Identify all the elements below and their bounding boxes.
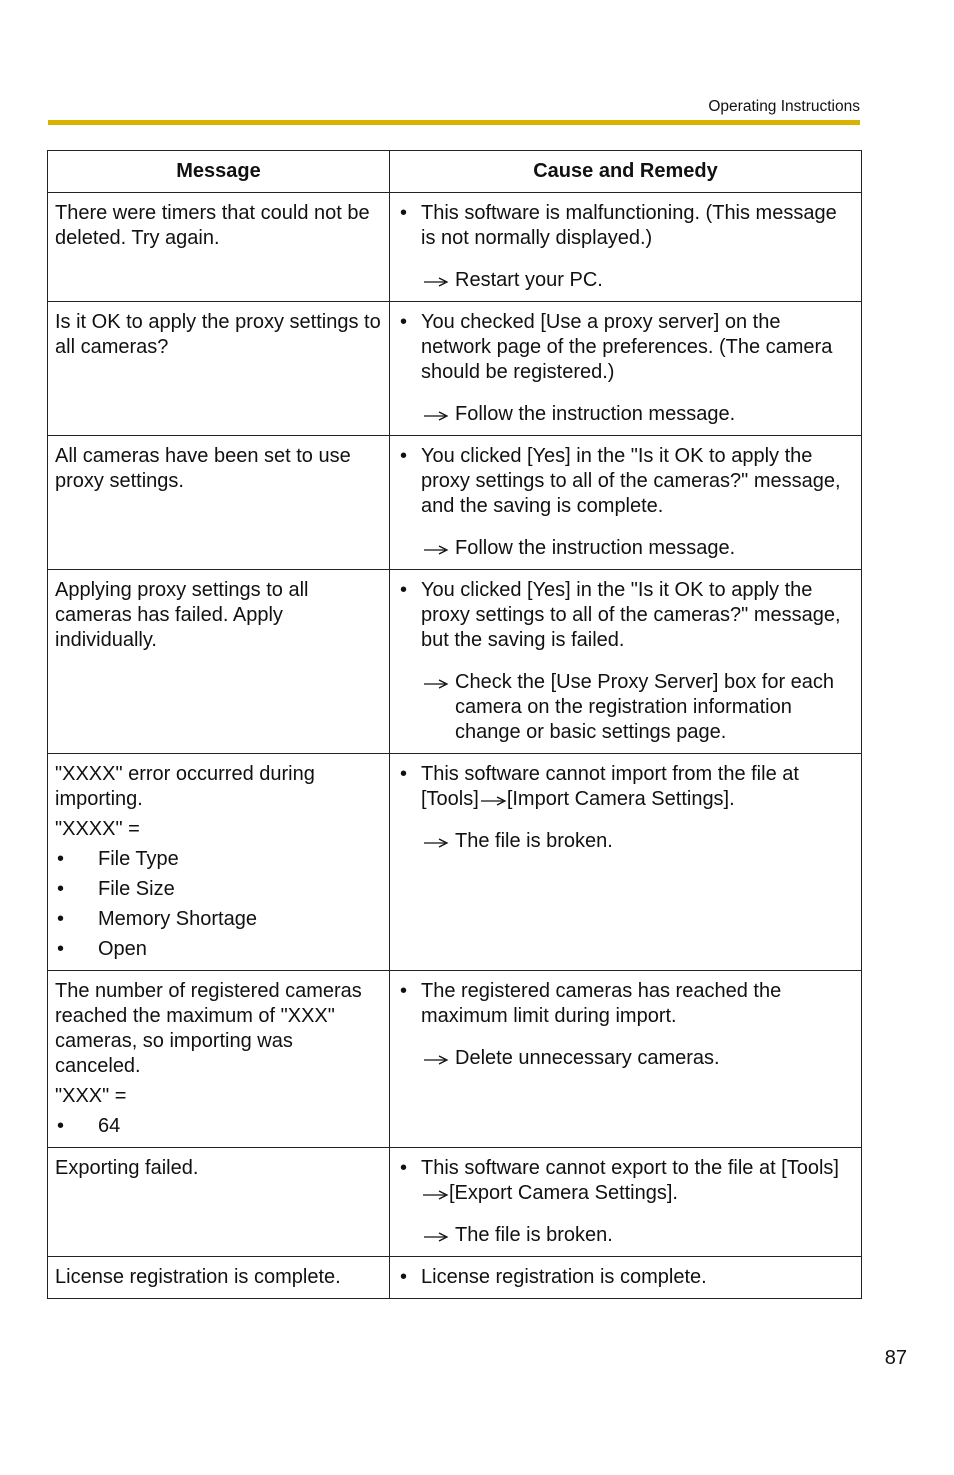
message-cell [48, 436, 390, 570]
table-row [48, 1148, 862, 1257]
cause-cell [390, 193, 862, 302]
message-cell [48, 971, 390, 1148]
bullet-icon: • [57, 908, 65, 930]
message-cell [48, 302, 390, 436]
remedy-text: The file is broken. [455, 830, 613, 852]
list-item-label: File Size [98, 878, 175, 900]
arrow-right-icon [421, 402, 455, 427]
cause-text: This software is malfunctioning. (This message is not normally displayed.) [421, 202, 837, 249]
arrow-right-icon [421, 1046, 455, 1071]
list-item-label: 64 [98, 1115, 121, 1137]
table-row [48, 1257, 862, 1299]
page-number: 87 [884, 1347, 907, 1369]
message-sub-text: "XXX" = [55, 1085, 127, 1107]
cause-cell [390, 1148, 862, 1257]
arrow-right-icon [421, 1189, 449, 1201]
cause-text: This software cannot export to the file at [Tools][Export Camera Settings]. [421, 1157, 839, 1204]
message-text: The number of registered cameras reached the maximum of "XXX" cameras, so importing was canceled. [55, 980, 362, 1077]
bullet-icon: • [57, 938, 65, 960]
table-row [48, 570, 862, 754]
arrow-right-icon [421, 829, 455, 854]
bullet-icon: • [400, 579, 408, 601]
message-text: Exporting failed. [55, 1157, 199, 1179]
column-header-message: Message [48, 151, 390, 193]
remedy-text: Restart your PC. [455, 269, 603, 291]
remedy-text: Follow the instruction message. [455, 537, 736, 559]
bullet-icon: • [57, 878, 65, 900]
column-header-cause: Cause and Remedy [390, 151, 862, 193]
bullet-icon: • [400, 445, 408, 467]
arrow-right-icon [421, 670, 455, 695]
message-sub-text: "XXXX" = [55, 818, 140, 840]
cause-text: You checked [Use a proxy server] on the network page of the preferences. (The camera should be registered.) [421, 311, 833, 383]
message-text: "XXXX" error occurred during importing. [55, 763, 315, 810]
message-cell [48, 570, 390, 754]
cause-text: This software cannot import from the file at [Tools] [Import Camera Settings]. [421, 763, 799, 810]
table-row [48, 971, 862, 1148]
bullet-icon: • [400, 1157, 408, 1179]
arrow-right-icon [421, 1223, 455, 1248]
bullet-icon: • [57, 1115, 65, 1137]
list-item [55, 907, 383, 932]
table-row [48, 193, 862, 302]
cause-cell [390, 971, 862, 1148]
cause-text: You clicked [Yes] in the "Is it OK to apply the proxy settings to all of the cameras?" message, and the saving is complete. [421, 445, 841, 517]
list-item-label: Open [98, 938, 147, 960]
table-row [48, 302, 862, 436]
bullet-icon: • [400, 202, 408, 224]
message-cell [48, 1148, 390, 1257]
arrow-right-icon [479, 795, 507, 807]
arrow-right-icon [421, 268, 455, 293]
cause-cell [390, 1257, 862, 1299]
table-header-row [48, 151, 862, 193]
remedy-text: Check the [Use Proxy Server] box for each camera on the registration information change or basic settings page. [455, 671, 835, 743]
message-cell [48, 754, 390, 971]
list-item [55, 937, 383, 962]
cause-cell [390, 302, 862, 436]
cause-cell [390, 570, 862, 754]
message-table [47, 150, 862, 1299]
message-cell [48, 1257, 390, 1299]
bullet-icon: • [400, 980, 408, 1002]
list-item [55, 847, 383, 872]
remedy-text: Follow the instruction message. [455, 403, 736, 425]
list-item-label: Memory Shortage [98, 908, 257, 930]
table-row [48, 436, 862, 570]
bullet-icon: • [400, 763, 408, 785]
cause-text: The registered cameras has reached the maximum limit during import. [421, 980, 782, 1027]
message-cell [48, 193, 390, 302]
cause-text: License registration is complete. [421, 1266, 707, 1288]
header-rule [48, 120, 860, 125]
message-text: Applying proxy settings to all cameras has failed. Apply individually. [55, 579, 309, 651]
list-item-label: File Type [98, 848, 179, 870]
cause-text: You clicked [Yes] in the "Is it OK to apply the proxy settings to all of the cameras?" message, but the saving is failed. [421, 579, 841, 651]
remedy-text: The file is broken. [455, 1224, 613, 1246]
list-item [55, 1114, 383, 1139]
cause-cell [390, 436, 862, 570]
bullet-icon: • [400, 1266, 408, 1288]
list-item [55, 877, 383, 902]
bullet-icon: • [400, 311, 408, 333]
table-row [48, 754, 862, 971]
message-text: All cameras have been set to use proxy settings. [55, 445, 351, 492]
message-text: There were timers that could not be deleted. Try again. [55, 202, 370, 249]
message-text: License registration is complete. [55, 1266, 341, 1288]
running-header: Operating Instructions [708, 98, 860, 115]
remedy-text: Delete unnecessary cameras. [455, 1047, 720, 1069]
arrow-right-icon [421, 536, 455, 561]
cause-cell [390, 754, 862, 971]
message-text: Is it OK to apply the proxy settings to all cameras? [55, 311, 381, 358]
bullet-icon: • [57, 848, 65, 870]
